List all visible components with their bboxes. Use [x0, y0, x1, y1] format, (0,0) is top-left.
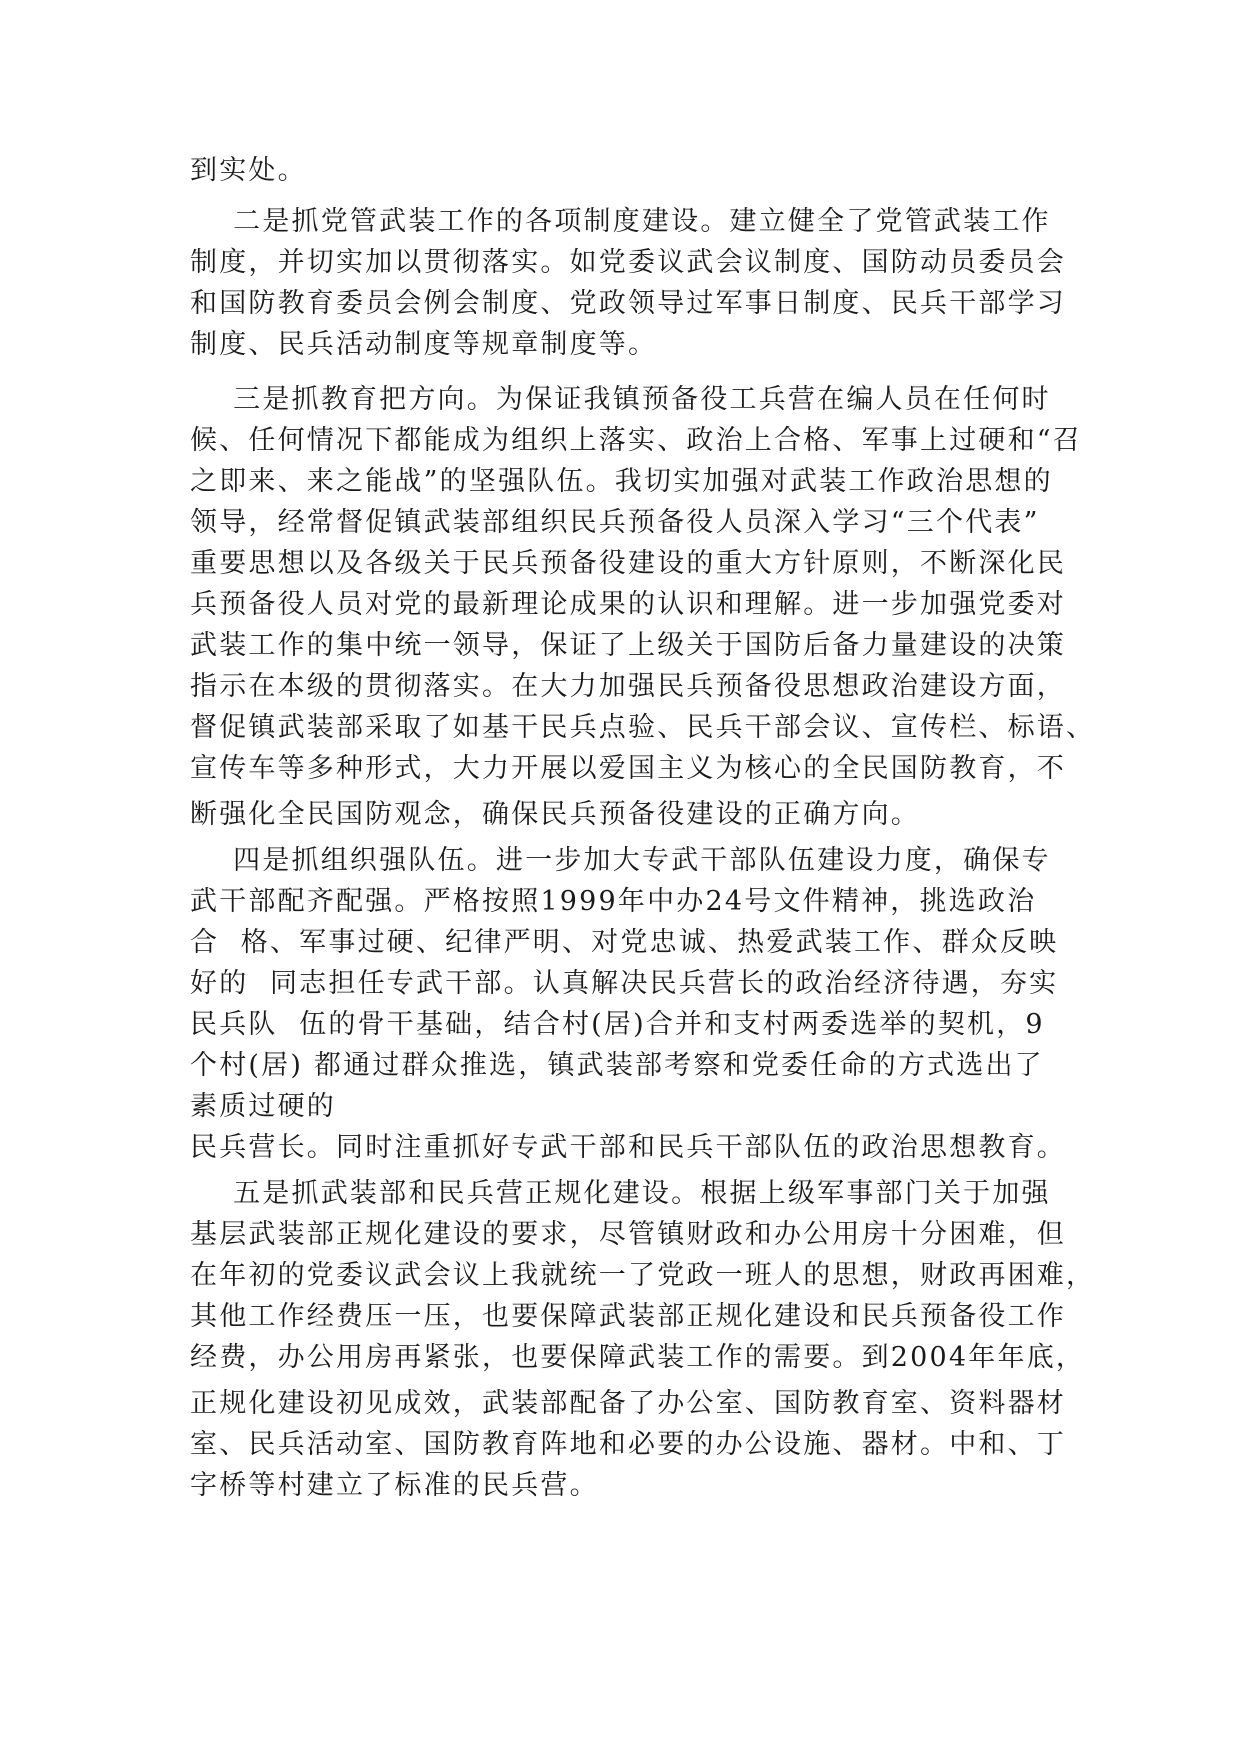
text-line: 基层武装部正规化建设的要求，尽管镇财政和办公用房十分困难，但	[190, 1219, 1066, 1250]
text-line: 其他工作经费压一压，也要保障武装部正规化建设和民兵预备役工作	[190, 1301, 1066, 1332]
text-line: 正规化建设初见成效，武装部配备了办公室、国防教育室、资料器材	[190, 1388, 1066, 1419]
text-line: 二是抓党管武装工作的各项制度建设。建立健全了党管武装工作	[190, 206, 1051, 237]
text-line: 好的 同志担任专武干部。认真解决民兵营长的政治经济待遇，夯实	[190, 968, 1059, 999]
text-line: 五是抓武装部和民兵营正规化建设。根据上级军事部门关于加强	[190, 1178, 1051, 1209]
text-line: 在年初的党委议武会议上我就统一了党政一班人的思想，财政再困难，	[190, 1260, 1096, 1291]
text-line: 重要思想以及各级关于民兵预备役建设的重大方针原则，不断深化民	[190, 548, 1066, 579]
text-line: 合 格、军事过硬、纪律严明、对党忠诚、热爱武装工作、群众反映	[190, 927, 1059, 958]
text-line: 经费，办公用房再紧张，也要保障武装工作的需要。到2004年年底，	[190, 1342, 1086, 1373]
text-line: 武干部配齐配强。严格按照1999年中办24号文件精神，挑选政治	[190, 886, 1037, 917]
text-line: 字桥等村建立了标准的民兵营。	[190, 1470, 599, 1501]
text-line: 领导，经常督促镇武装部组织民兵预备役人员深入学习“三个代表”	[190, 507, 1040, 538]
text-line: 民兵营长。同时注重抓好专武干部和民兵干部队伍的政治思想教育。	[190, 1132, 1066, 1163]
text-line: 四是抓组织强队伍。进一步加大专武干部队伍建设力度，确保专	[190, 845, 1051, 876]
text-line: 三是抓教育把方向。为保证我镇预备役工兵营在编人员在任何时	[190, 384, 1051, 415]
text-line: 指示在本级的贯彻落实。在大力加强民兵预备役思想政治建设方面，	[190, 671, 1066, 702]
text-line: 到实处。	[190, 155, 307, 186]
text-line: 宣传车等多种形式，大力开展以爱国主义为核心的全民国防教育，不	[190, 753, 1066, 784]
text-line: 个村(居) 都通过群众推选，镇武装部考察和党委任命的方式选出了	[190, 1050, 1044, 1081]
text-line: 制度、民兵活动制度等规章制度等。	[190, 329, 658, 360]
text-line: 素质过硬的	[190, 1091, 336, 1122]
text-line: 断强化全民国防观念，确保民兵预备役建设的正确方向。	[190, 799, 920, 830]
text-line: 民兵队 伍的骨干基础，结合村(居)合并和支村两委选举的契机，9	[190, 1009, 1045, 1040]
text-line: 兵预备役人员对党的最新理论成果的认识和理解。进一步加强党委对	[190, 589, 1066, 620]
text-line: 制度，并切实加以贯彻落实。如党委议武会议制度、国防动员委员会	[190, 247, 1066, 278]
text-line: 督促镇武装部采取了如基干民兵点验、民兵干部会议、宣传栏、标语、	[190, 712, 1096, 743]
text-line: 室、民兵活动室、国防教育阵地和必要的办公设施、器材。中和、丁	[190, 1429, 1066, 1460]
document-body	[190, 150, 1096, 1506]
text-line: 候、任何情况下都能成为组织上落实、政治上合格、军事上过硬和“召	[190, 425, 1083, 456]
text-line: 之即来、来之能战”的坚强队伍。我切实加强对武装工作政治思想的	[190, 466, 1053, 497]
text-line: 武装工作的集中统一领导，保证了上级关于国防后备力量建设的决策	[190, 630, 1066, 661]
text-line: 和国防教育委员会例会制度、党政领导过军事日制度、民兵干部学习	[190, 288, 1066, 319]
